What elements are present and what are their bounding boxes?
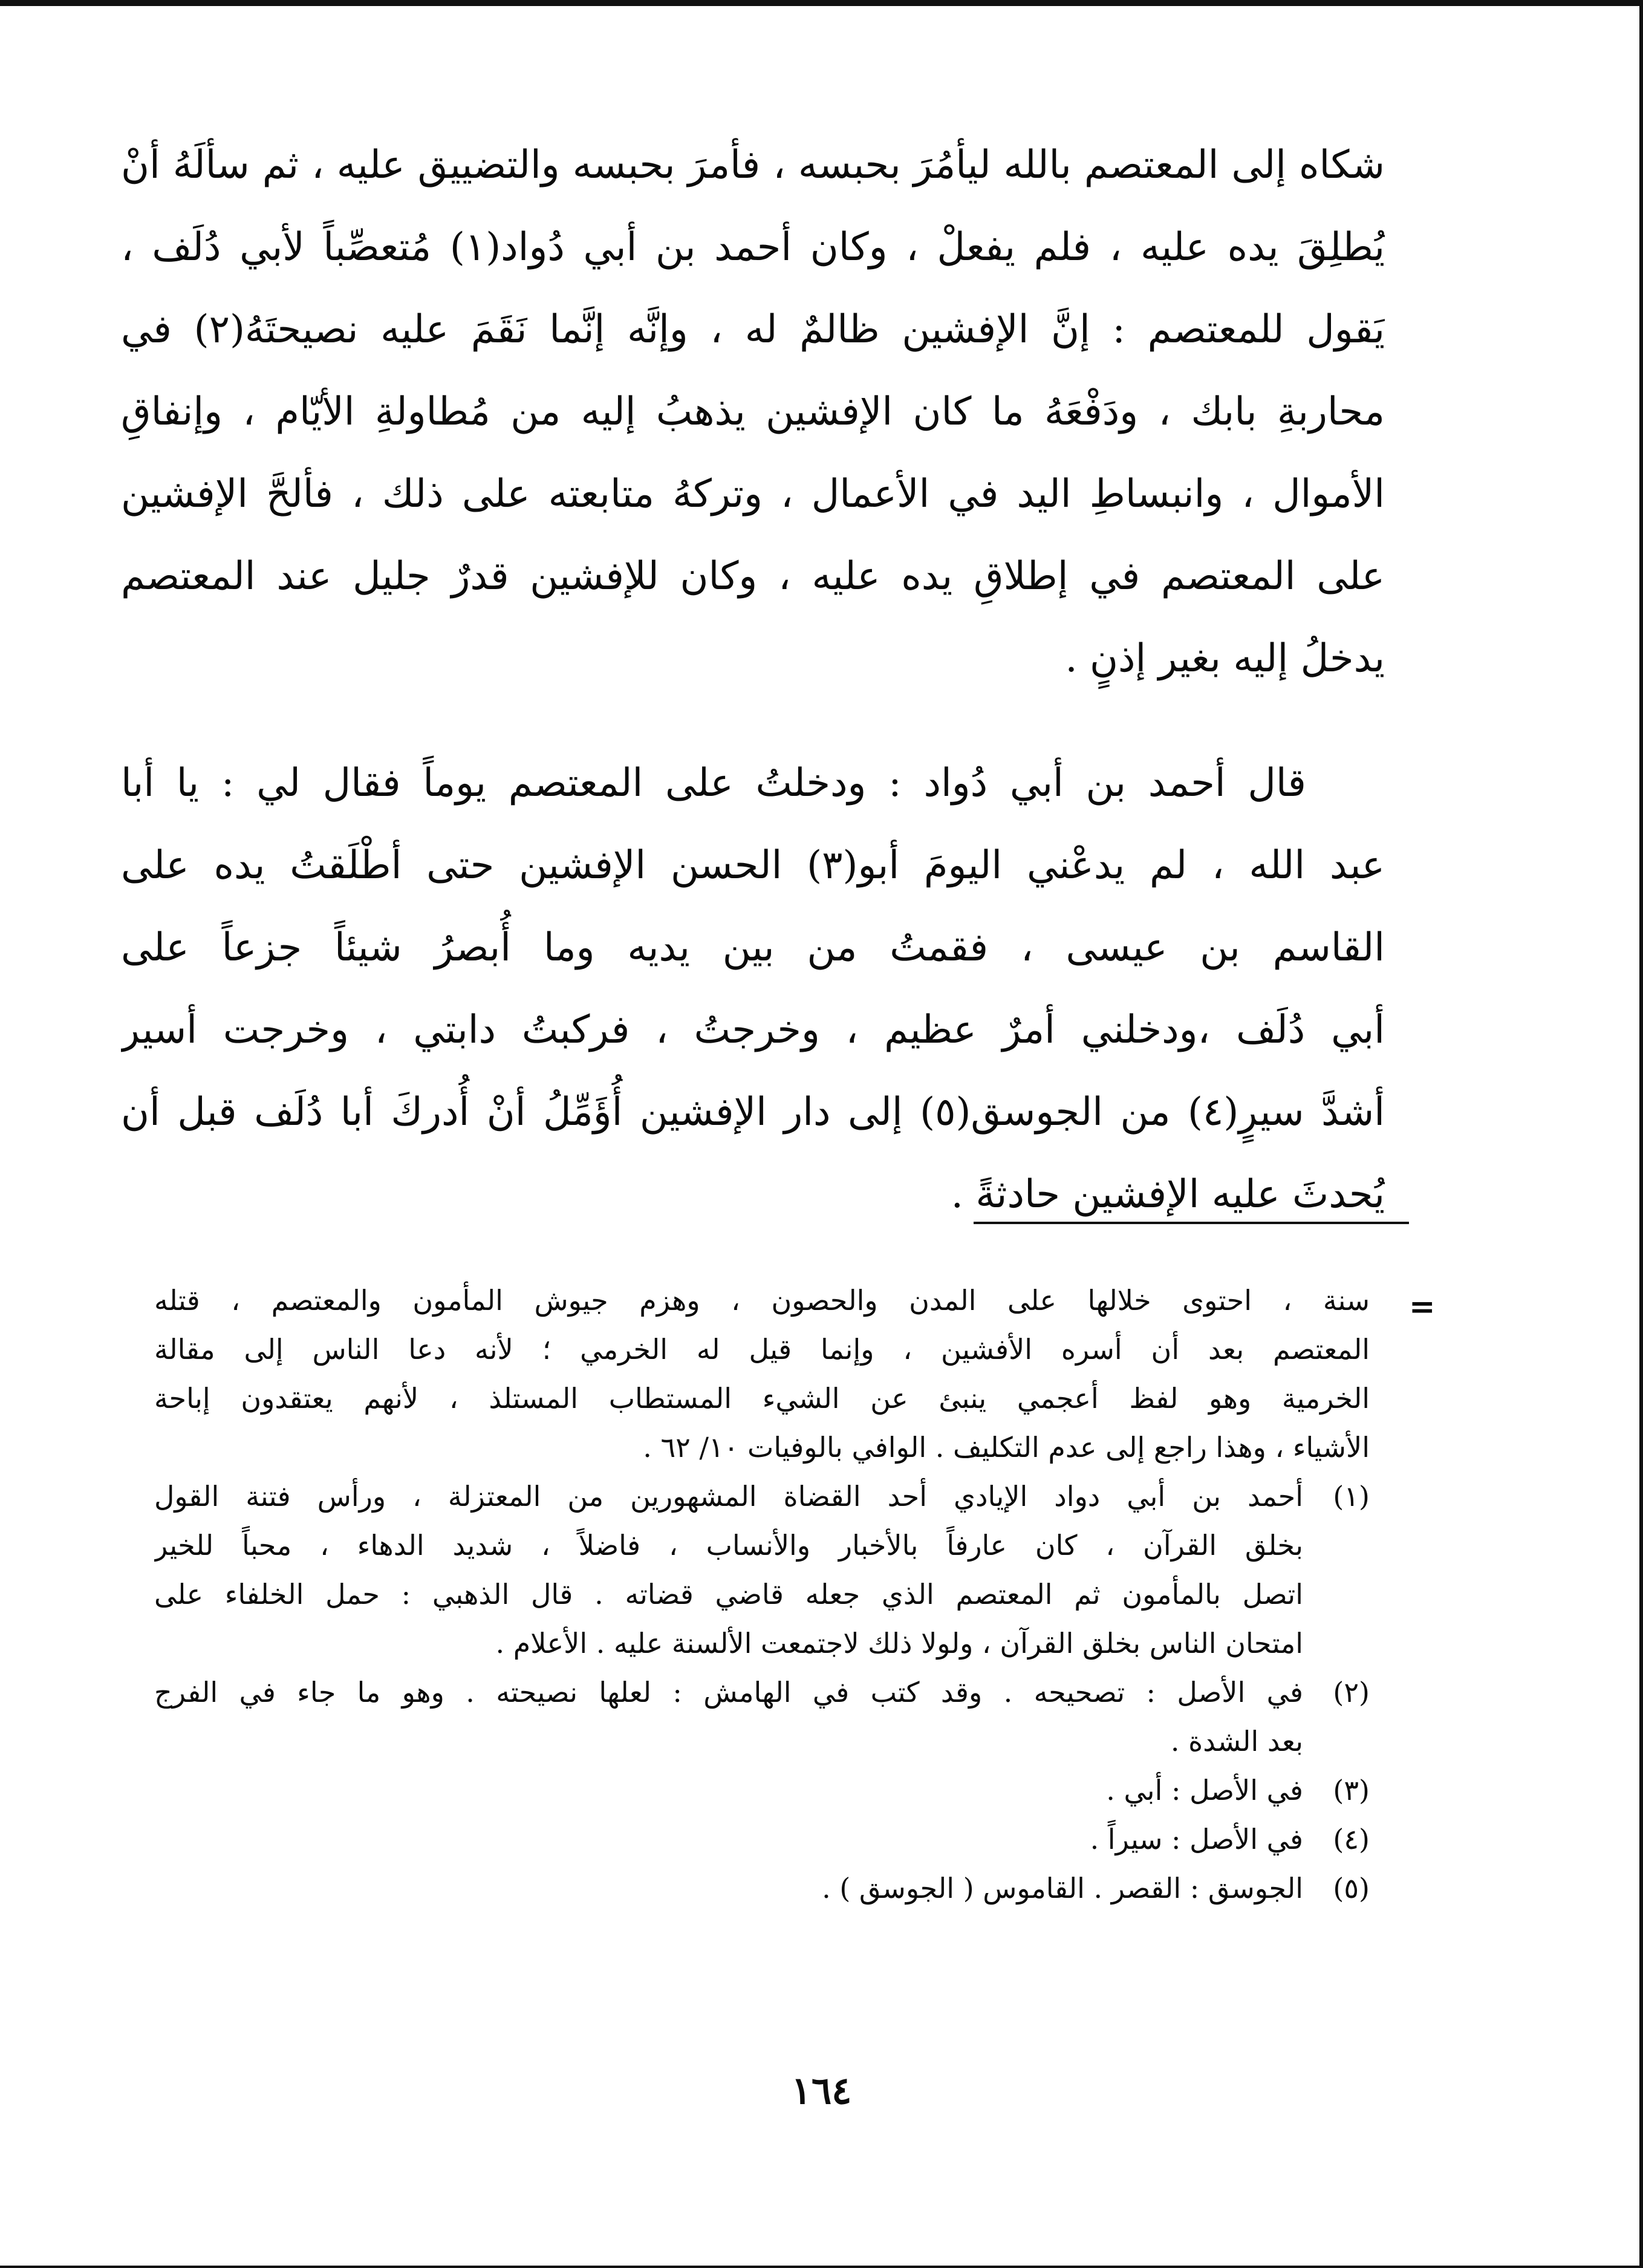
paragraph-1 xyxy=(121,124,1385,700)
footnote-number: (٥) xyxy=(1333,1872,1370,1905)
footnote-3 xyxy=(154,1766,1370,1815)
footnote-number: (٣) xyxy=(1333,1774,1370,1807)
footnote-number: (٤) xyxy=(1333,1823,1370,1856)
footnote-continuation xyxy=(154,1276,1370,1472)
footnote-line: أحمد بن أبي دواد الإيادي أحد القضاة المشهورين من المعتزلة ، ورأس فتنة القول xyxy=(154,1480,1303,1513)
footnote-2 xyxy=(154,1668,1370,1766)
text-line: يُطلِقَ يده عليه ، فلم يفعلْ ، وكان أحمد بن أبي دُواد(١) مُتعصِّباً لأبي دُلَف ، xyxy=(121,225,1385,270)
text-line: يُحدثَ عليه الإفشين حادثةً . xyxy=(951,1172,1385,1217)
footnote-separator xyxy=(974,1222,1409,1224)
footnote-line: في الأصل : سيراً . xyxy=(1090,1823,1303,1856)
footnote-number: (١) xyxy=(1333,1480,1370,1513)
text-line: أبي دُلَف ،ودخلني أمرٌ عظيم ، وخرجتُ ، فركبتُ دابتي ، وخرجت أسير xyxy=(121,1008,1385,1052)
text-line: يدخلُ إليه بغير إذنٍ . xyxy=(1065,636,1385,681)
scan-right-border xyxy=(1639,0,1643,2268)
text-line: على المعتصم في إطلاقِ يده عليه ، وكان للإفشين قدرٌ جليل عند المعتصم xyxy=(121,554,1385,599)
page-number: ١٦٤ xyxy=(791,2068,852,2113)
footnote-line: الأشياء ، وهذا راجع إلى عدم التكليف . الوافي بالوفيات ١٠/ ٦٢ . xyxy=(643,1431,1370,1464)
text-line: يَقول للمعتصم : إنَّ الإفشين ظالمٌ له ، وإنَّه إنَّما نَقَمَ عليه نصيحتَهُ(٢) في xyxy=(121,307,1385,352)
text-line: قال أحمد بن أبي دُواد : ودخلتُ على المعتصم يوماً فقال لي : يا أبا xyxy=(121,761,1307,806)
footnote-4 xyxy=(154,1815,1370,1864)
footnote-line: اتصل بالمأمون ثم المعتصم الذي جعله قاضي قضاته . قال الذهبي : حمل الخلفاء على xyxy=(154,1578,1303,1611)
text-line: محاربةِ بابك ، ودَفْعَهُ ما كان الإفشين يذهبُ إليه من مُطاولةِ الأيّام ، وإنفاقِ xyxy=(121,389,1385,434)
footnotes xyxy=(154,1276,1370,1913)
text-line: القاسم بن عيسى ، فقمتُ من بين يديه وما أُبصرُ شيئاً جزعاً على xyxy=(121,925,1385,970)
footnote-line: في الأصل : تصحيحه . وقد كتب في الهامش : لعلها نصيحته . وهو ما جاء في الفرج xyxy=(154,1676,1303,1709)
paragraph-gap xyxy=(121,700,1385,742)
text-line: الأموال ، وانبساطِ اليد في الأعمال ، وتركهُ متابعته على ذلك ، فألحَّ الإفشين xyxy=(121,472,1385,516)
footnote-line: في الأصل : أبي . xyxy=(1106,1774,1303,1807)
main-text xyxy=(121,124,1385,1236)
footnote-line: سنة ، احتوى خلالها على المدن والحصون ، وهزم جيوش المأمون والمعتصم ، قتله xyxy=(154,1284,1370,1317)
text-line: شكاه إلى المعتصم بالله ليأمُرَ بحبسه ، فأمرَ بحبسه والتضييق عليه ، ثم سألَهُ أنْ xyxy=(121,143,1385,187)
footnote-line: المعتصم بعد أن أسره الأفشين ، وإنما قيل له الخرمي ؛ لأنه دعا الناس إلى مقالة xyxy=(154,1333,1370,1366)
footnote-line: الخرمية وهو لفظ أعجمي ينبئ عن الشيء المستطاب المستلذ ، لأنهم يعتقدون إباحة xyxy=(154,1382,1370,1415)
footnote-line: بخلق القرآن ، كان عارفاً بالأخبار والأنساب ، فاضلاً ، شديد الدهاء ، محباً للخير xyxy=(154,1529,1303,1562)
footnote-number: (٢) xyxy=(1333,1676,1370,1709)
scan-bottom-border xyxy=(0,2266,1643,2268)
footnote-line: امتحان الناس بخلق القرآن ، ولولا ذلك لاجتمعت الألسنة عليه . الأعلام . xyxy=(495,1627,1303,1660)
text-line: عبد الله ، لم يدعْني اليومَ أبو(٣) الحسن الإفشين حتى أطْلَقتُ يده على xyxy=(121,843,1385,888)
text-line: أشدَّ سيرٍ(٤) من الجوسق(٥) إلى دار الإفشين أُؤَمِّلُ أنْ أُدركَ أبا دُلَف قبل أن xyxy=(121,1090,1385,1135)
footnote-1 xyxy=(154,1472,1370,1668)
footnote-line: الجوسق : القصر . القاموس ( الجوسق ) . xyxy=(822,1872,1303,1905)
footnote-continuation-mark: = xyxy=(1409,1288,1436,1325)
footnote-5 xyxy=(154,1864,1370,1913)
paragraph-2 xyxy=(121,742,1385,1236)
scan-top-border xyxy=(0,0,1643,6)
footnote-line: بعد الشدة . xyxy=(1170,1725,1303,1758)
